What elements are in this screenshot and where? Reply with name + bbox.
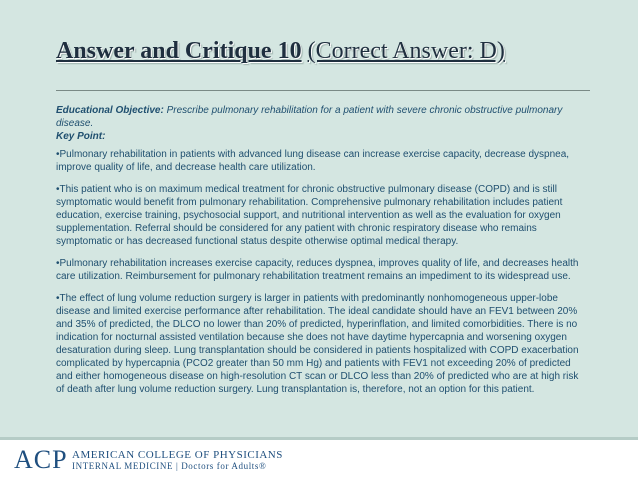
slide-title-main: Answer and Critique 10: [56, 38, 302, 64]
footer-band: [0, 437, 638, 440]
slide-title: [56, 38, 505, 65]
objective-label: Educational Objective:: [56, 105, 164, 116]
bullet-2: •This patient who is on maximum medical treatment for chronic obstructive pulmonary disease (COPD) and is still symptomatic would benefit from pulmonary rehabilitation. Comprehensive pulmonary rehabilitation includes patient education, exercise training, psychosocial support, and nutritional intervention as well as the evaluation for oxygen supplementation. Referral should be considered for any patient with chronic respiratory disease who remains symptomatic or has decreased functional status despite otherwise optimal medical therapy.: [56, 184, 563, 247]
org-tagline: INTERNAL MEDICINE | Doctors for Adults®: [72, 461, 267, 471]
bullet-1: •Pulmonary rehabilitation in patients with advanced lung disease can increase exercise capacity, decrease dyspnea, improve quality of life, and decrease health care utilization.: [56, 149, 570, 173]
bullet-3: •Pulmonary rehabilitation increases exercise capacity, reduces dyspnea, improves quality of life, and decreases health care utilization. Reimbursement for pulmonary rehabilitation treatment remains an impediment to its widespread use.: [56, 258, 579, 282]
slide-body: [56, 104, 588, 405]
acp-logo: ACP: [14, 445, 68, 474]
bullet-4: •The effect of lung volume reduction surgery is larger in patients with predominantly nonhomogeneous upper-lobe disease and limited exercise performance after rehabilitation. The ideal candidate should have an FEV1 between 20% and 35% of predicted, the DLCO no lower than 20% of predicted, hyperinflation, and limited comorbidities. There is no indication for nocturnal assisted ventilation because she does not have daytime hypercapnia and worsening oxygen desaturation during sleep. Lung transplantation should be considered in patients hospitalized with COPD exacerbation complicated by hypercapnia (PCO2 greater than 50 mm Hg) and patients with FEV1 not exceeding 20% of predicted and either homogeneous disease on high-resolution CT scan or DLCO less than 20% of predicted who are at high risk of death after lung volume reduction surgery. Lung transplantation is, therefore, not an option for this patient.: [56, 293, 579, 395]
title-divider: [56, 90, 590, 91]
slide-title-answer: (Correct Answer: D): [307, 38, 505, 64]
key-point-label: Key Point:: [56, 131, 106, 142]
footer-bar: [0, 437, 638, 479]
objective-text: Prescribe pulmonary rehabilitation for a patient with severe chronic obstructive pulmonary disease.: [56, 105, 563, 129]
educational-objective: [56, 104, 588, 130]
org-name: AMERICAN COLLEGE OF PHYSICIANS: [72, 449, 283, 461]
